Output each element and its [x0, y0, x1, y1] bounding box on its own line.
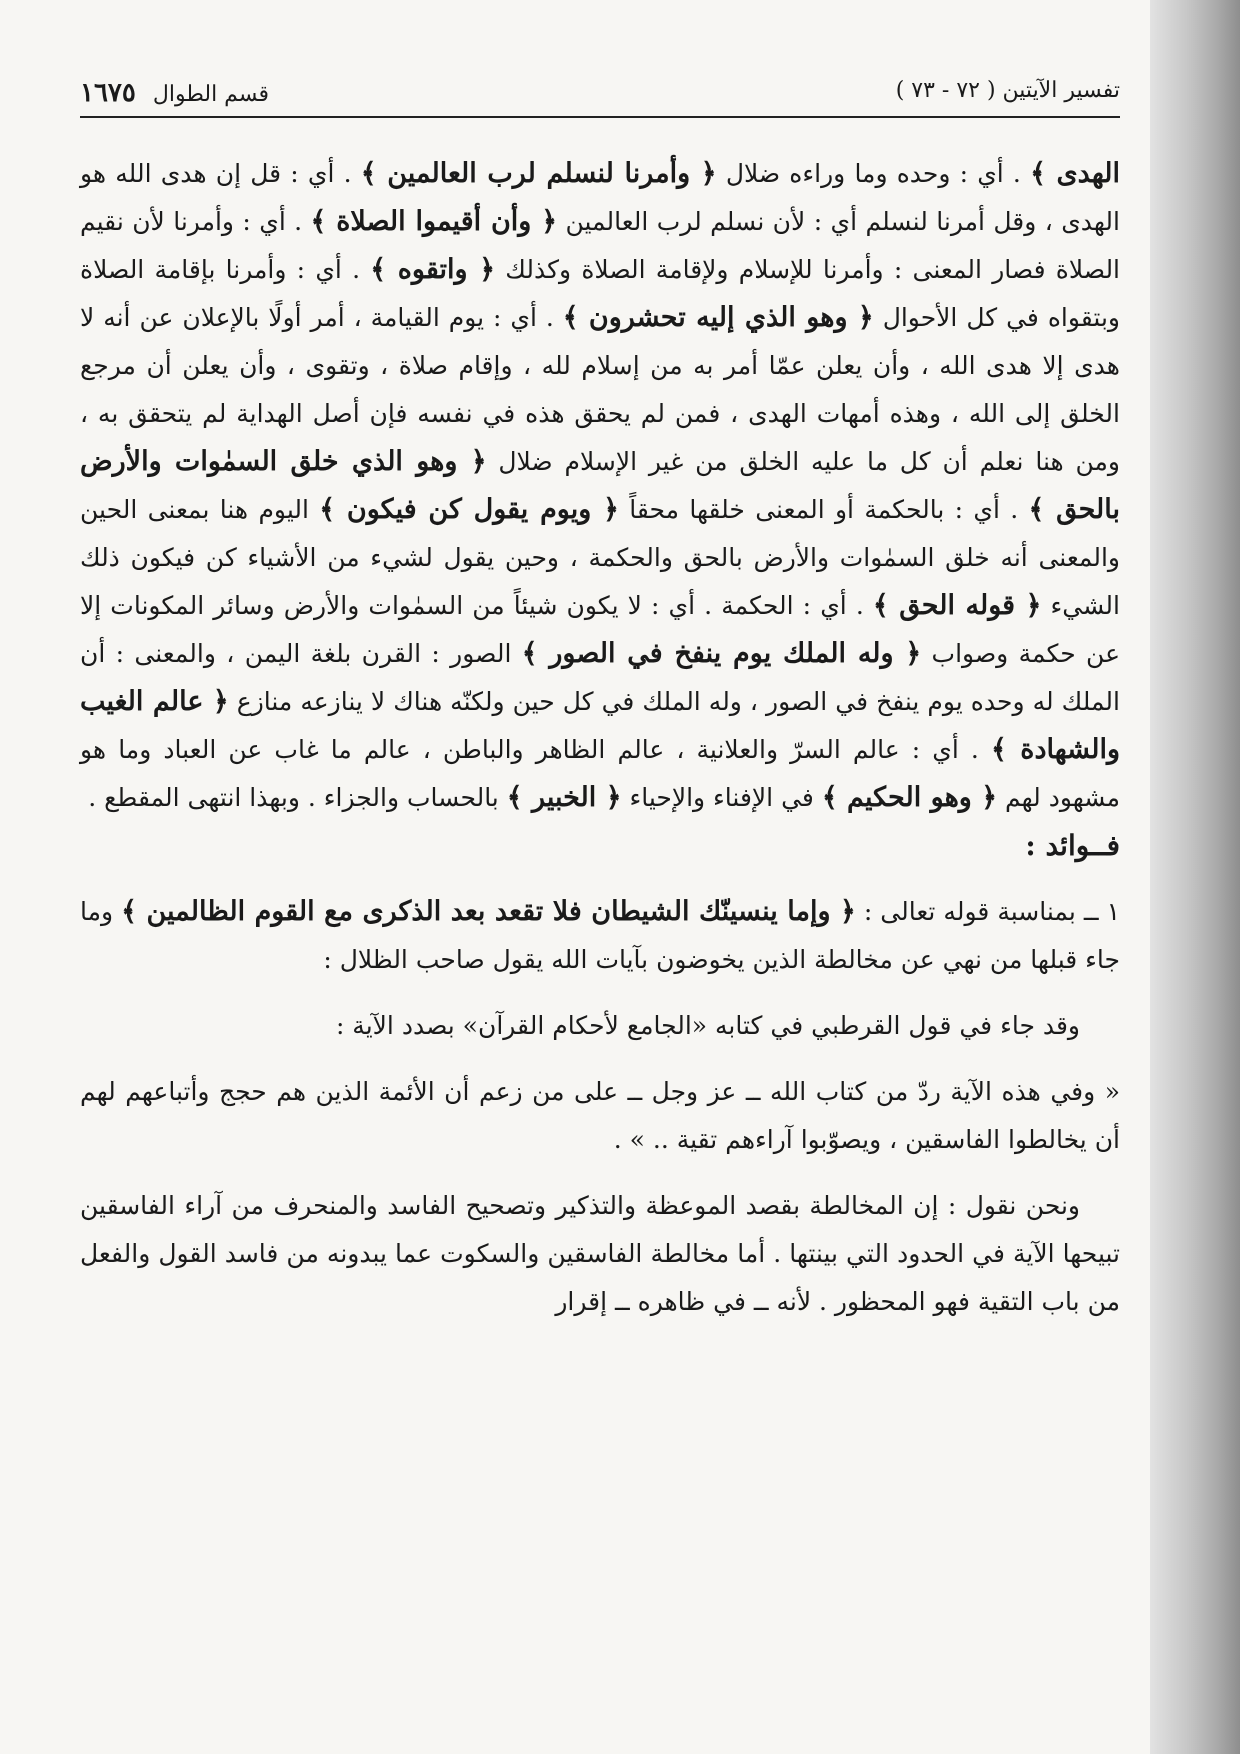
- body-text: في الإفناء والإحياء: [621, 783, 822, 812]
- body-text: بالحساب والجزاء . وبهذا انتهى المقطع .: [88, 783, 507, 812]
- body-text: . أي : قل إن هدى الله هو الهدى ، وقل أمرنا لنسلم أي : لأن نسلم لرب العالمين: [80, 159, 1120, 236]
- quran-verse: ﴿ وأن أقيموا الصلاة ﴾: [310, 206, 558, 237]
- quran-verse: ﴿ الخبير ﴾: [506, 782, 622, 813]
- quran-verse: ﴿ ويوم يقول كن فيكون ﴾: [319, 494, 619, 525]
- section-header: [80, 78, 269, 108]
- quran-verse: ﴿ قوله الحق ﴾: [872, 590, 1042, 621]
- body-text: الصور : القرن بلغة اليمن ، والمعنى : أن الملك له وحده يوم ينفخ في الصور ، وله الملك في كل حين ولكنّه هناك لا ينازعه منازع: [80, 639, 1120, 716]
- fawaid-heading: فــوائد :: [1025, 829, 1120, 862]
- quran-verse: ﴿ واتقوه ﴾: [370, 254, 496, 285]
- body-text: ١ ــ بمناسبة قوله تعالى :: [855, 897, 1120, 926]
- main-paragraph: [80, 150, 1120, 822]
- section-title: قسم الطوال: [152, 82, 269, 107]
- final-paragraph: ونحن نقول : إن المخالطة بقصد الموعظة والتذكير وتصحيح الفاسد والمنحرف من آراء الفاسقين تبيحها الآية في الحدود التي بينتها . أما مخالطة الفاسقين والسكوت عما يبدونه من فاسد القول والفعل من باب التقية فهو المحظور . لأنه ــ في ظاهره ــ إقرار: [80, 1191, 1120, 1316]
- header-rule: [80, 116, 1120, 118]
- body-text: اليوم هنا بمعنى الحين والمعنى أنه خلق السمٰوات والأرض بالحق والحكمة ، وحين يقول لشيء من الأشياء كن فيكون ذلك الشيء: [80, 495, 1120, 620]
- qurtubi-intro: وقد جاء في قول القرطبي في كتابه «الجامع لأحكام القرآن» بصدد الآية :: [335, 1011, 1080, 1040]
- quran-verse: ﴿ وأمرنا لنسلم لرب العالمين ﴾: [360, 158, 717, 189]
- quran-verse: ﴿ وإما ينسينّك الشيطان فلا تقعد بعد الذكرى مع القوم الظالمين ﴾: [121, 896, 856, 927]
- qurtubi-quote: « وفي هذه الآية ردّ من كتاب الله ــ عز وجل ــ على من زعم أن الأئمة الذين هم حجج وأتباعهم لهم أن يخالطوا الفاسقين ، ويصوّبوا آراءهم تقية .. » .: [80, 1077, 1120, 1154]
- quran-verse: ﴿ وهو الذي إليه تحشرون ﴾: [562, 302, 874, 333]
- quran-verse: ﴿ وهو الذي خلق السمٰوات والأرض بالحق ﴾: [80, 446, 1121, 525]
- quran-verse: ﴿ وله الملك يوم ينفخ في الصور ﴾: [521, 638, 922, 669]
- running-title: تفسير الآيتين ( ٧٢ - ٧٣ ): [895, 78, 1120, 103]
- page-header: [80, 72, 1120, 118]
- body-text: . أي : عالم السرّ والعلانية ، عالم الظاهر والباطن ، عالم ما غاب عن العباد وما هو مشهود لهم: [80, 735, 1120, 812]
- body-text: . أي : الحكمة . أي : لا يكون شيئاً من السمٰوات والأرض وسائر المكونات إلا عن حكمة وصواب: [80, 591, 1120, 668]
- quran-verse: الهدى ﴾: [1030, 158, 1120, 189]
- body-text: . أي : وحده وما وراءه ضلال: [716, 159, 1031, 188]
- page-number: ١٦٧٥: [80, 78, 136, 108]
- page-edge: [1150, 0, 1240, 1754]
- quran-verse: ﴿ عالم الغيب والشهادة ﴾: [80, 686, 1120, 765]
- body-text: وما جاء قبلها من نهي عن مخالطة الذين يخوضون بآيات الله يقول صاحب الظلال :: [80, 897, 1120, 974]
- page-body: [80, 150, 1120, 1326]
- body-text: . أي : وأمرنا لأن نقيم الصلاة فصار المعنى : وأمرنا للإسلام ولإقامة الصلاة وكذلك: [80, 207, 1121, 284]
- body-text: . أي : بالحكمة أو المعنى خلقها محقاً: [618, 495, 1029, 524]
- benefit-item-1: [80, 888, 1120, 984]
- body-text: . أي : وأمرنا بإقامة الصلاة وبتقواه في كل الأحوال: [80, 255, 1121, 332]
- body-text: . أي : يوم القيامة ، أمر أولًا بالإعلان عن أنه لا هدى إلا هدى الله ، وأن يعلن عمّا أمر به من إسلام لله ، وإقام صلاة ، وتقوى ، وأن يعلن أن مرجع الخلق إلى الله ، وهذه أمهات الهدى ، فمن لم يحقق هذه في نفسه فإن أصل الهداية لم يتحقق به ، ومن هنا نعلم أن كل ما عليه الخلق من غير الإسلام ضلال: [80, 303, 1120, 476]
- quran-verse: ﴿ وهو الحكيم ﴾: [821, 782, 998, 813]
